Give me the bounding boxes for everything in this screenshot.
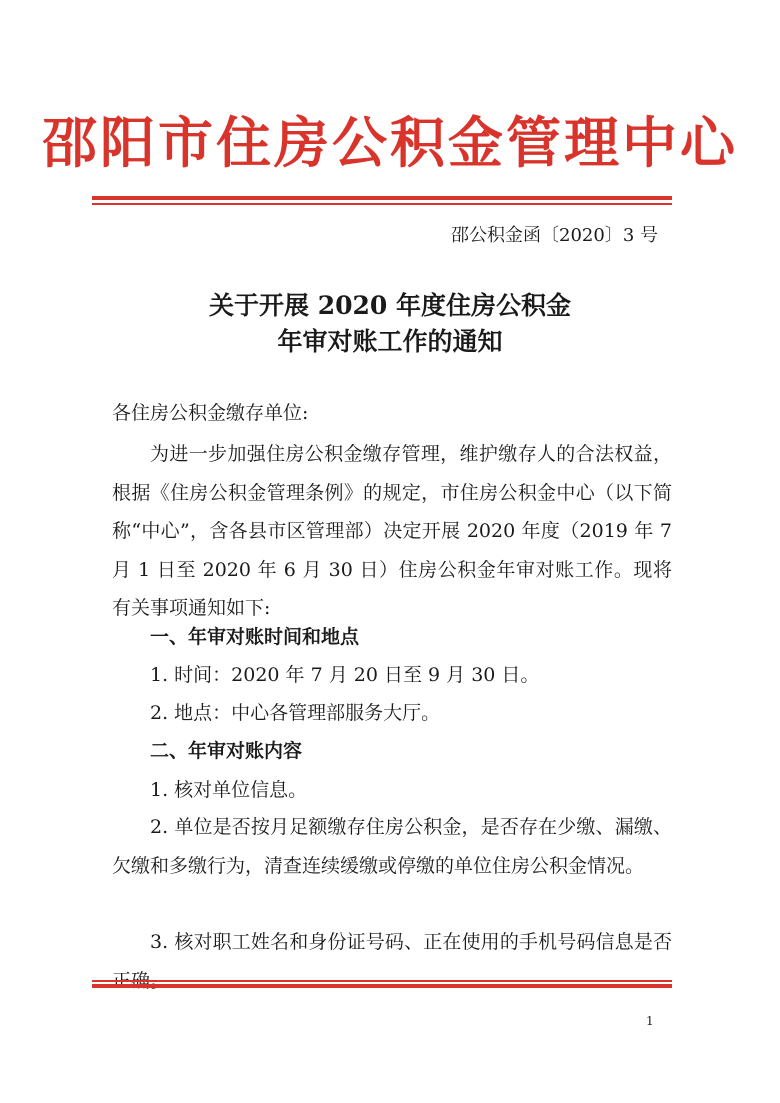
section-2-item: 3. 核对职工姓名和身份证号码、正在使用的手机号码信息是否	[150, 931, 672, 953]
header-rule-thin	[92, 203, 672, 205]
salutation: 各住房公积金缴存单位:	[112, 402, 309, 424]
section-2-heading: 二、年审对账内容	[150, 740, 303, 762]
page-number: 1	[646, 1014, 654, 1028]
document-number: 邵公积金函〔2020〕3 号	[451, 225, 658, 246]
org-name-heading: 邵阳市住房公积金管理中心	[41, 111, 738, 175]
intro-paragraph: 为进一步加强住房公积金缴存管理，维护缴存人的合法权益，根据《住房公积金管理条例》的规定，市住房公积金中心（以下简称“中心”，含各县市区管理部）决定开展 2020 年度（2019 年 7 月 1 日至 2020 年 6 月 30 日）住房公积金年审对账工作。现将有关事项通知如下:	[112, 443, 672, 619]
section-1-item: 2. 地点：中心各管理部服务大厅。	[150, 702, 441, 724]
section-2-item: 2. 单位是否按月足额缴存住房公积金，是否存在少缴、漏缴、欠缴和多缴行为，清查连续缓缴或停缴的单位住房公积金情况。	[112, 816, 672, 877]
section-1-heading: 一、年审对账时间和地点	[150, 626, 360, 648]
notice-title-line-2: 年审对账工作的通知	[277, 327, 503, 356]
footer-rule-thick	[92, 984, 672, 988]
header-rule-thick	[92, 196, 672, 200]
section-1-item: 1. 时间：2020 年 7 月 20 日至 9 月 30 日。	[150, 664, 540, 686]
footer-rule-thin	[92, 980, 672, 982]
notice-title-line-1: 关于开展 2020 年度住房公积金	[209, 291, 571, 320]
section-2-item: 1. 核对单位信息。	[150, 779, 308, 801]
